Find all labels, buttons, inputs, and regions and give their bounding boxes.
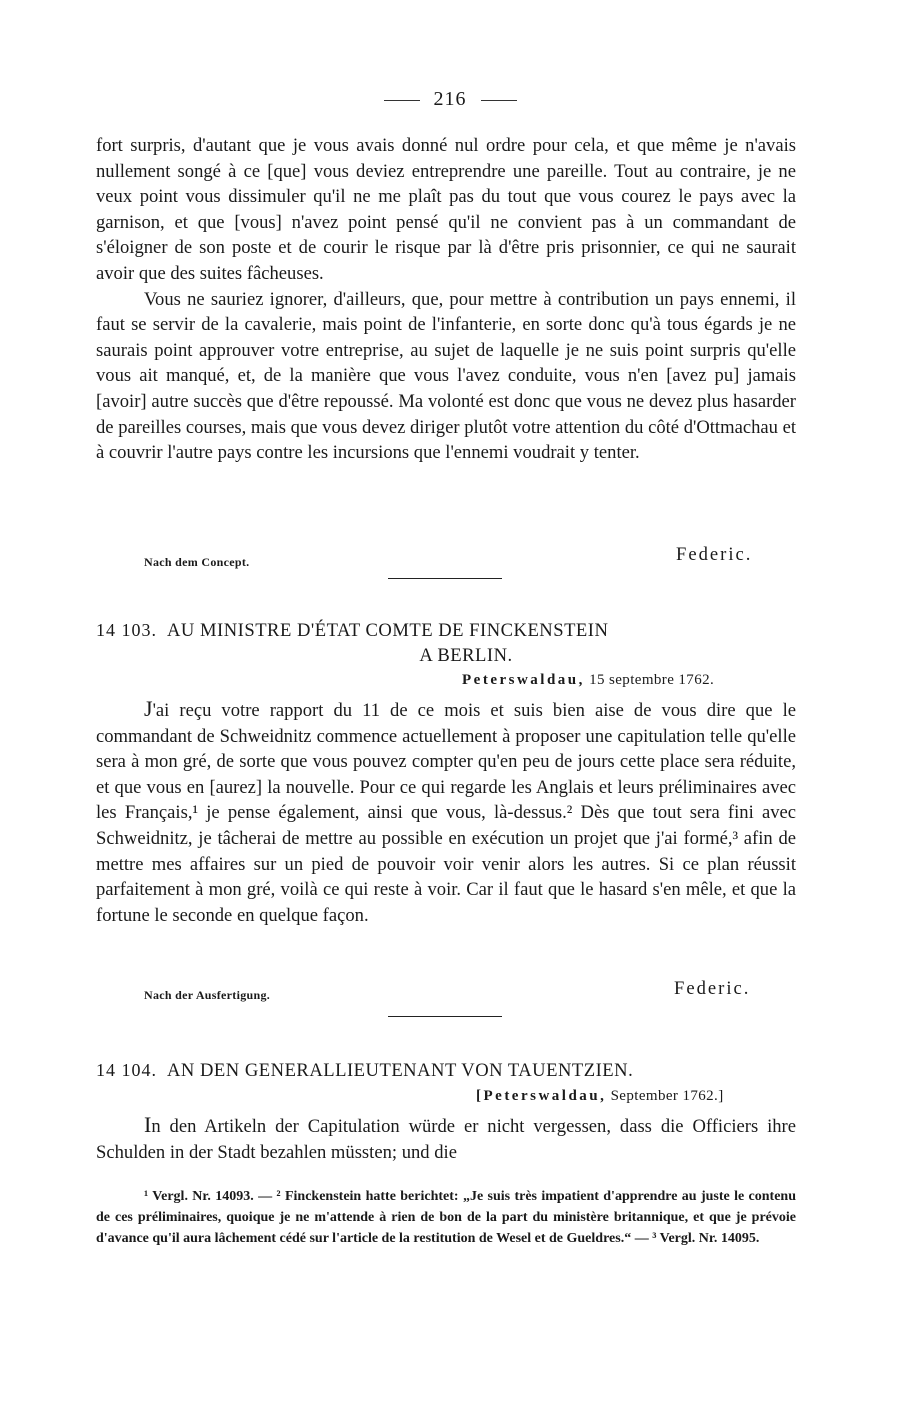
letter-2-paragraph-text: 'ai reçu votre rapport du 11 de ce mois et suis bien aise de vous dire que le commandant de Schweidnitz commence actuellement à proposer une capitulation telle qu'elle sera à mon gré, de sorte que vous pouvez compter qu'en peu de jours cette place sera réduite, et que vous en [aurez] la nouvelle. Pour ce qui regarde les Anglais et leurs préliminaires avec les Français,¹ je pense également, ainsi que vous, là-dessus.² Dès que tout sera fini avec Schweidnitz, je tâcherai de mettre au possible en exécution un projet que j'ai formé,³ afin de mettre mes affaires sur un pied de pouvoir voir venir alors les autres. Si ce plan réussit parfaitement à mon gré, voilà ce qui reste à voir. Car il faut que le hasard s'en mêle, et que la fortune le seconde en quelque façon. (96, 700, 796, 926)
letter-2-body (96, 696, 796, 928)
header-dash-left (384, 100, 420, 101)
letter-3-body (96, 1112, 796, 1165)
page-number: 216 (433, 88, 467, 110)
header-dash-right (481, 100, 517, 101)
letter-2-number: 14 103. (96, 620, 157, 640)
letter-3-dropcap: I (144, 1112, 152, 1137)
letter-2-dropcap: J (144, 696, 153, 721)
letter-2-title-line-1: AU MINISTRE D'ÉTAT COMTE DE FINCKENSTEIN (167, 620, 609, 641)
letter-1-paragraph-1: fort surpris, d'autant que je vous avais donné nul ordre pour cela, et que même je n'avais nullement songé à ce [que] vous deviez entreprendre une pareille. Tout au contraire, je ne veux point vous dissimuler qu'il ne me plaît pas du tout que vous courez le pays avec la garnison, et que [vous] n'avez point pensé qu'il ne convient pas à un commandant de s'éloigner de son poste et de courir le risque par là d'être pris prisonnier, ce qui ne saurait avoir que des suites fâcheuses. (96, 135, 796, 284)
section-divider-1 (388, 578, 502, 579)
letter-1-body (96, 133, 796, 466)
page-header (0, 88, 900, 111)
letter-1-signature: Federic. (676, 544, 753, 565)
letter-3-date: September 1762.] (610, 1088, 724, 1104)
letter-2-heading (96, 618, 796, 668)
letter-3-paragraph (96, 1112, 796, 1165)
letter-2-paragraph (96, 696, 796, 928)
letter-2-title-line-2: A BERLIN. (419, 645, 513, 666)
letter-2-source: Nach der Ausfertigung. (144, 988, 271, 1002)
letter-3-number: 14 104. (96, 1060, 157, 1080)
letter-3-title: AN DEN GENERALLIEUTENANT VON TAUENTZIEN. (167, 1060, 634, 1081)
letter-3-heading (96, 1058, 796, 1083)
footnotes (96, 1186, 796, 1249)
letter-2-signature: Federic. (674, 978, 751, 999)
letter-2-place-date (462, 672, 714, 689)
letter-1-paragraph-2: Vous ne sauriez ignorer, d'ailleurs, que, pour mettre à contribution un pays ennemi, il faut se servir de la cavalerie, mais point de l'infanterie, en sorte donc qu'à tous égards je ne saurais point approuver votre entreprise, au sujet de laquelle je ne suis point surpris qu'elle vous ait manqué, et, de la manière que vous l'avez conduite, vous n'en [avez pu] jamais [avoir] autre succès que d'être repoussé. Ma volonté est donc que vous ne devez plus hasarder de pareilles courses, mais que vous devez diriger plutôt votre attention du côté d'Ottmachau et à couvrir l'autre pays contre les incursions que l'ennemi voudrait y tenter. (96, 288, 796, 464)
letter-3-place-date (476, 1088, 724, 1105)
letter-2-place: Peterswaldau, (462, 672, 585, 688)
footnotes-text: ¹ Vergl. Nr. 14093. — ² Finckenstein hatte berichtet: „Je suis très impatient d'apprendre au juste le contenu de ces préliminaires, quoique je ne m'attende à rien de bon de la part du ministère britannique, et que je prévoie d'avance qu'il aura lâchement cédé sur l'article de la restitution de Wesel et de Gueldres.“ — ³ Vergl. Nr. 14095. (96, 1189, 796, 1246)
letter-3-paragraph-text: n den Artikeln der Capitulation würde er nicht vergessen, dass die Officiers ihre Schulden in der Stadt bezahlen müssten; und die (96, 1116, 796, 1163)
section-divider-2 (388, 1016, 502, 1017)
letter-3-place: [Peterswaldau, (476, 1088, 607, 1104)
letter-1-source: Nach dem Concept. (144, 555, 250, 569)
letter-2-date: 15 septembre 1762. (589, 672, 715, 688)
